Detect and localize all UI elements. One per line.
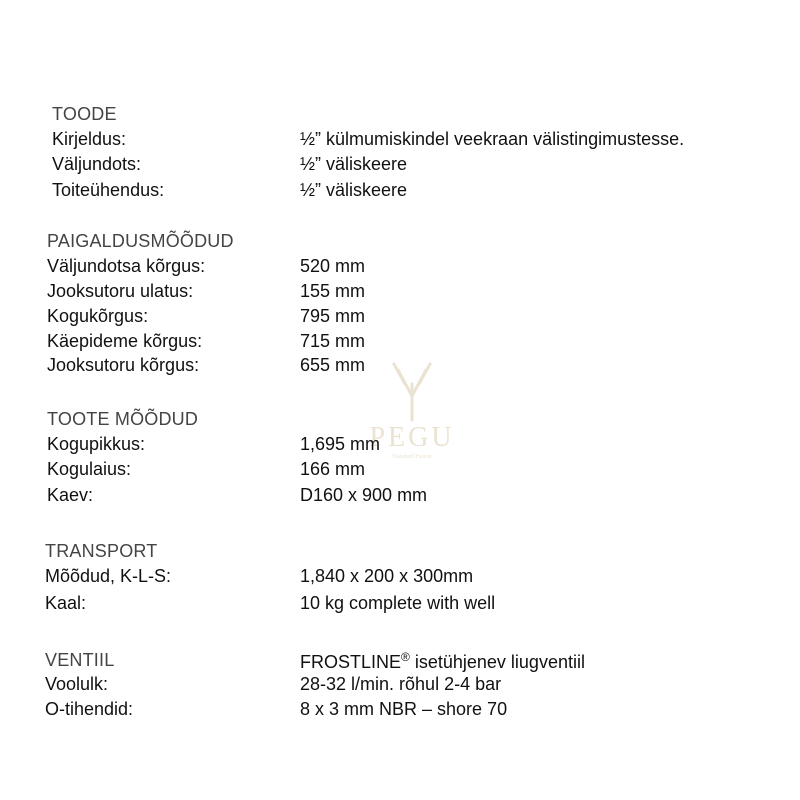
section-heading-toote-moodud: TOOTE MÕÕDUD xyxy=(47,409,199,429)
spec-value: 28-32 l/min. rõhul 2-4 bar xyxy=(300,674,502,694)
valve-model xyxy=(300,650,585,673)
spec-value: 1,840 x 200 x 300mm xyxy=(300,566,474,586)
spec-value: 520 mm xyxy=(300,256,366,276)
spec-value: ½” väliskeere xyxy=(300,180,408,200)
spec-label: Voolulk: xyxy=(45,674,109,694)
watermark-text: PEGU xyxy=(369,422,455,453)
spec-label: Jooksutoru kõrgus: xyxy=(47,355,200,375)
spec-value: 8 x 3 mm NBR – shore 70 xyxy=(300,699,508,719)
spec-label: Kirjeldus: xyxy=(52,129,127,149)
spec-label: Kaal: xyxy=(45,593,87,613)
watermark-logo xyxy=(362,362,462,472)
section-heading-toode: TOODE xyxy=(52,104,117,124)
spec-label: Jooksutoru ulatus: xyxy=(47,281,194,301)
spec-value: 1,695 mm xyxy=(300,434,381,454)
spec-value: ½” külmumiskindel veekraan välistingimustesse. xyxy=(300,129,685,149)
spec-value: 715 mm xyxy=(300,331,366,351)
spec-value: 10 kg complete with well xyxy=(300,593,496,613)
section-heading-ventiil: VENTIIL xyxy=(45,650,115,670)
spec-value: 655 mm xyxy=(300,355,366,375)
spec-value: ½” väliskeere xyxy=(300,154,408,174)
spec-value: 795 mm xyxy=(300,306,366,326)
spec-label: Kogukõrgus: xyxy=(47,306,149,326)
wheat-icon xyxy=(362,362,462,422)
valve-description: isetühjenev liugventiil xyxy=(409,652,585,672)
spec-label: Toiteühendus: xyxy=(52,180,165,200)
valve-brand: FROSTLINE xyxy=(300,652,402,672)
spec-label: Käepideme kõrgus: xyxy=(47,331,203,351)
spec-label: Väljundots: xyxy=(52,154,142,174)
watermark-subtext: Standard Fusion xyxy=(392,454,432,460)
section-heading-transport: TRANSPORT xyxy=(45,541,158,561)
spec-value: 155 mm xyxy=(300,281,366,301)
spec-value: D160 x 900 mm xyxy=(300,485,428,505)
spec-label: Kogupikkus: xyxy=(47,434,146,454)
spec-label: Mõõdud, K-L-S: xyxy=(45,566,172,586)
spec-label: O-tihendid: xyxy=(45,699,134,719)
spec-value: 166 mm xyxy=(300,459,366,479)
spec-label: Väljundotsa kõrgus: xyxy=(47,256,206,276)
spec-label: Kogulaius: xyxy=(47,459,132,479)
spec-label: Kaev: xyxy=(47,485,94,505)
registered-mark: ® xyxy=(401,650,410,664)
section-heading-paigaldus: PAIGALDUSMÕÕDUD xyxy=(47,231,234,251)
